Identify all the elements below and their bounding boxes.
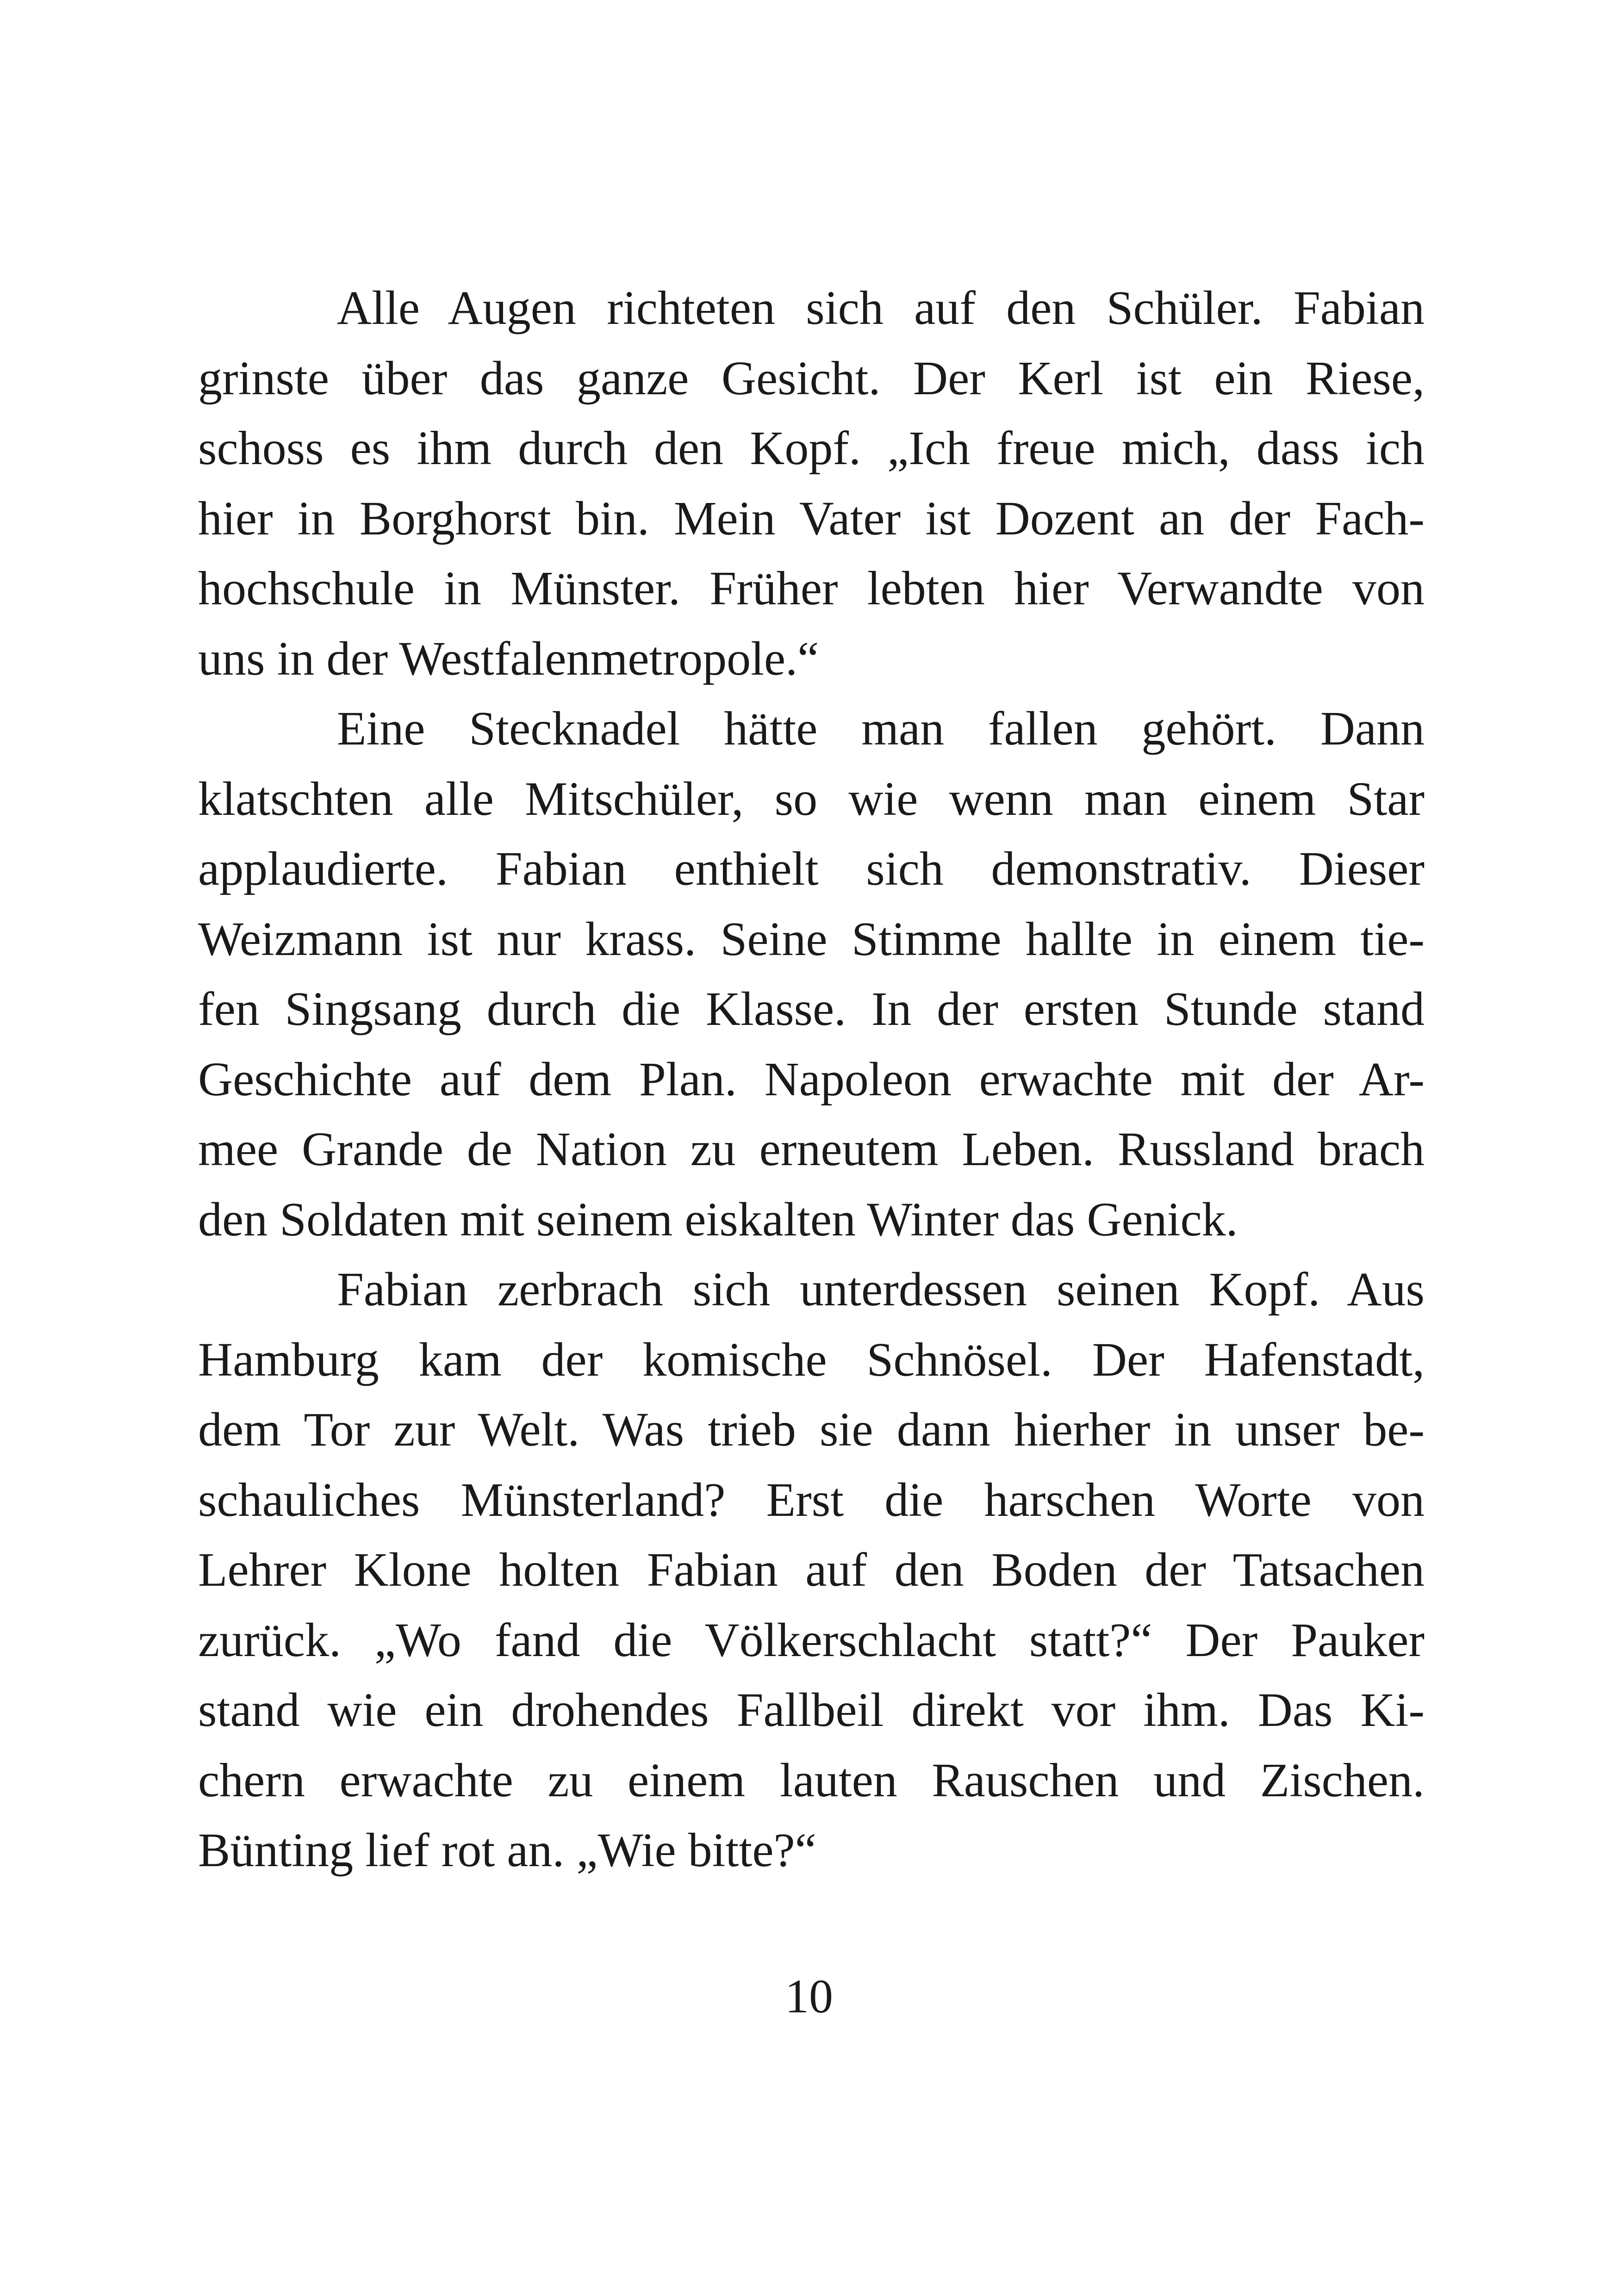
paragraph-2 xyxy=(198,694,1425,1254)
text-line: Geschichte auf dem Plan. Napoleon erwachte mit der Ar- xyxy=(198,1052,1425,1106)
text-line: chern erwachte zu einem lauten Rauschen und Zischen. xyxy=(198,1753,1425,1807)
text-line: Hamburg kam der komische Schnösel. Der Hafenstadt, xyxy=(198,1333,1425,1386)
text-line: dem Tor zur Welt. Was trieb sie dann hierher in unser be- xyxy=(198,1403,1425,1456)
paragraph-1 xyxy=(198,273,1425,694)
text-line: schauliches Münsterland? Erst die harschen Worte von xyxy=(198,1473,1425,1527)
text-line: zurück. „Wo fand die Völkerschlacht statt?“ Der Pauker xyxy=(198,1613,1425,1667)
text-line: fen Singsang durch die Klasse. In der ersten Stunde stand xyxy=(198,982,1425,1036)
text-line: Bünting lief rot an. „Wie bitte?“ xyxy=(198,1824,816,1877)
paragraph-3 xyxy=(198,1254,1425,1886)
text-line: klatschten alle Mitschüler, so wie wenn man einem Star xyxy=(198,772,1425,825)
text-line: Fabian zerbrach sich unterdessen seinen Kopf. Aus xyxy=(337,1263,1425,1316)
text-line: uns in der Westfalenmetropole.“ xyxy=(198,632,819,685)
text-line: hier in Borghorst bin. Mein Vater ist Dozent an der Fach- xyxy=(198,491,1425,545)
body-text xyxy=(198,273,1425,1886)
text-line: Lehrer Klone holten Fabian auf den Boden der Tatsachen xyxy=(198,1543,1425,1596)
text-line: stand wie ein drohendes Fallbeil direkt vor ihm. Das Ki- xyxy=(198,1683,1425,1737)
text-line: Eine Stecknadel hätte man fallen gehört. Dann xyxy=(337,702,1425,755)
text-line: grinste über das ganze Gesicht. Der Kerl ist ein Riese, xyxy=(198,351,1425,405)
text-line: applaudierte. Fabian enthielt sich demonstrativ. Dieser xyxy=(198,842,1425,895)
text-line: mee Grande de Nation zu erneutem Leben. Russland brach xyxy=(198,1123,1425,1176)
text-line: Alle Augen richteten sich auf den Schüler. Fabian xyxy=(337,281,1425,335)
page-number: 10 xyxy=(785,1970,833,2023)
text-line: hochschule in Münster. Früher lebten hier Verwandte von xyxy=(198,562,1425,615)
text-line: Weizmann ist nur krass. Seine Stimme hallte in einem tie- xyxy=(198,912,1425,966)
text-line: den Soldaten mit seinem eiskalten Winter das Genick. xyxy=(198,1192,1238,1246)
text-line: schoss es ihm durch den Kopf. „Ich freue mich, dass ich xyxy=(198,422,1425,475)
